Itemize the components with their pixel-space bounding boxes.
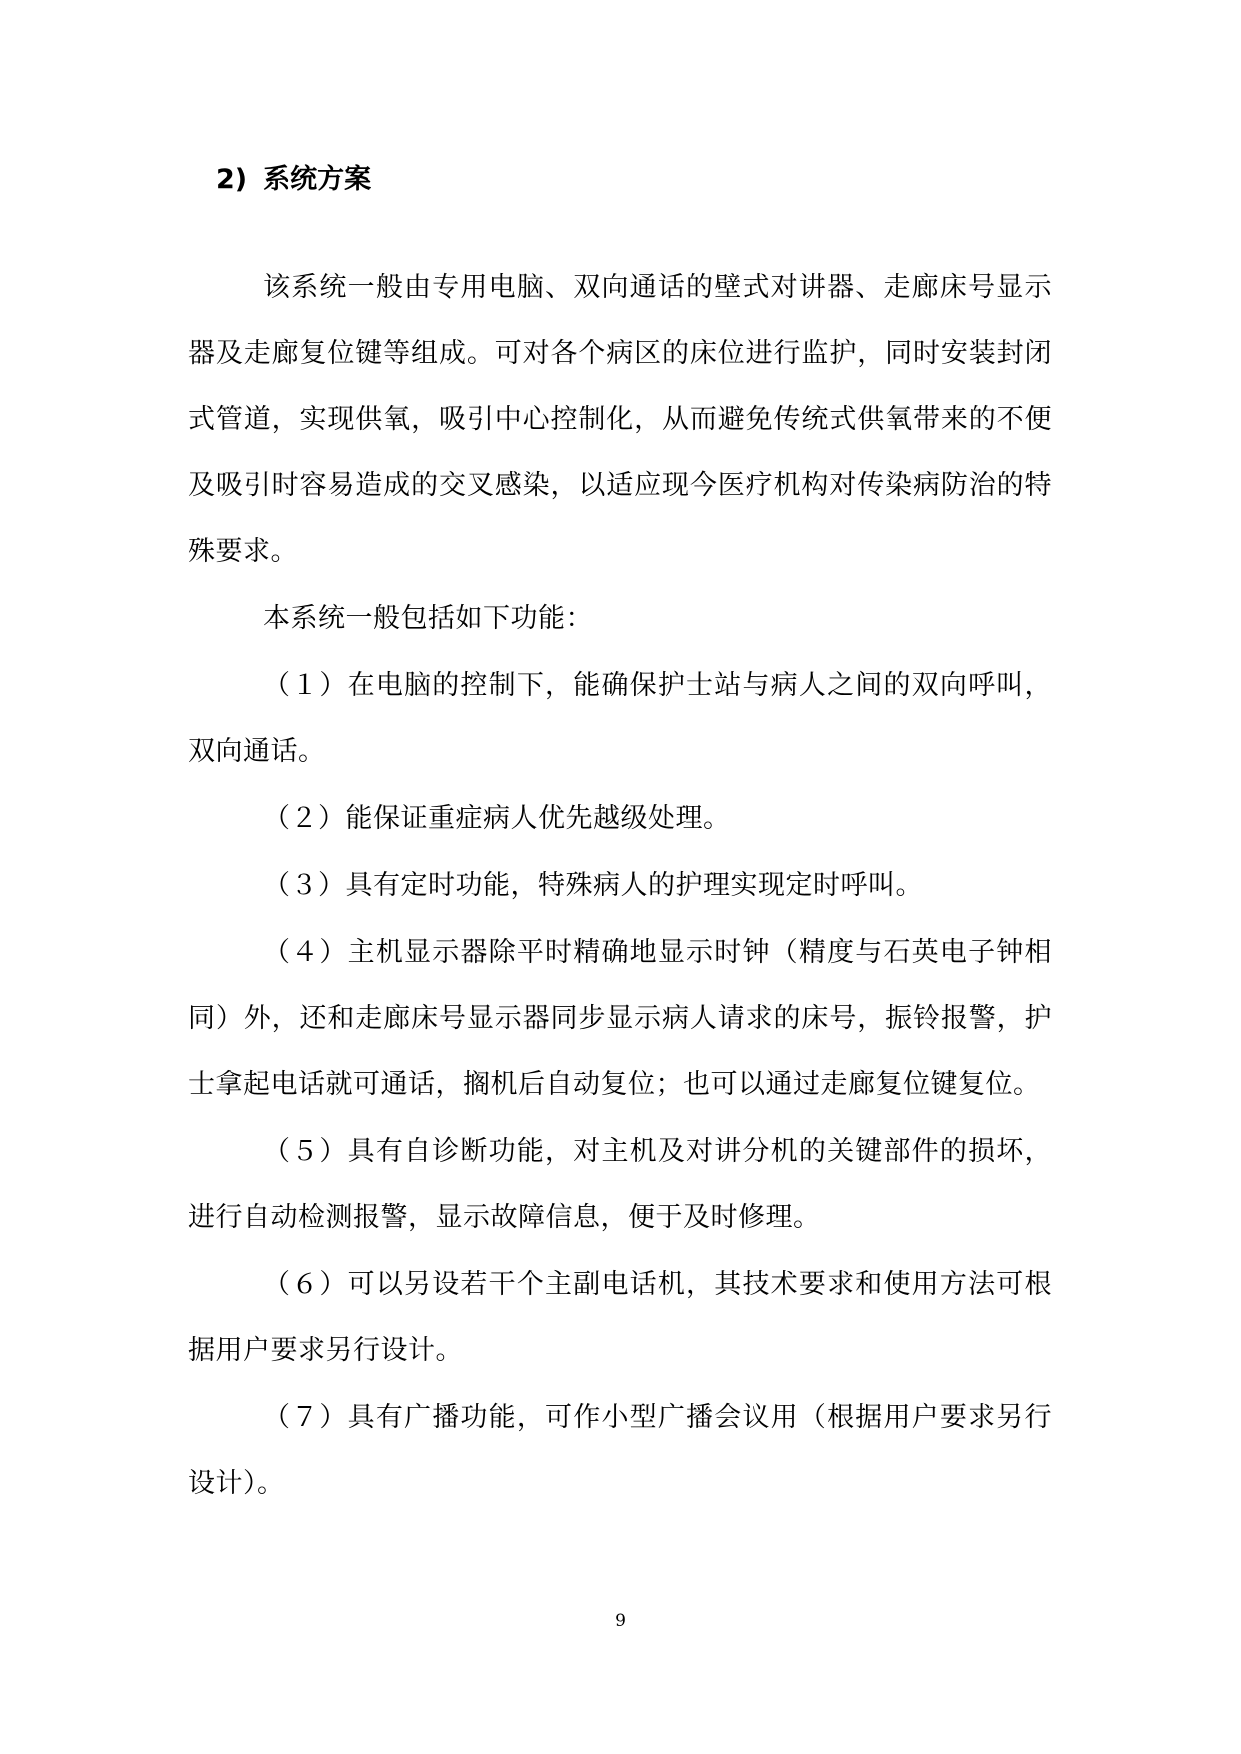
section-heading bbox=[216, 160, 371, 200]
list-item-3: （３）具有定时功能，特殊病人的护理实现定时呼叫。 bbox=[263, 870, 923, 901]
list-item-7: （７）具有广播功能，可作小型广播会议用（根据用户要求另行设计）。 bbox=[188, 1402, 1052, 1499]
list-item-5: （５）具有自诊断功能，对主机及对讲分机的关键部件的损坏，进行自动检测报警，显示故障信息，便于及时修理。 bbox=[188, 1136, 1052, 1233]
section-title: 系统方案 bbox=[263, 164, 372, 195]
list-item-6: （６）可以另设若干个主副电话机，其技术要求和使用方法可根据用户要求另行设计。 bbox=[188, 1269, 1052, 1366]
section-number: 2) bbox=[216, 164, 248, 195]
page-number: 9 bbox=[615, 1611, 626, 1631]
list-item-4: （４）主机显示器除平时精确地显示时钟（精度与石英电子钟相同）外，还和走廊床号显示器同步显示病人请求的床号，振铃报警，护士拿起电话就可通话，搁机后自动复位；也可以通过走廊复位键复位。 bbox=[188, 937, 1052, 1100]
list-item-1: （１）在电脑的控制下，能确保护士站与病人之间的双向呼叫，双向通话。 bbox=[188, 670, 1052, 767]
paragraph-intro: 该系统一般由专用电脑、双向通话的壁式对讲器、走廊床号显示器及走廊复位键等组成。可对各个病区的床位进行监护，同时安装封闭式管道，实现供氧，吸引中心控制化，从而避免传统式供氧带来的不便及吸引时容易造成的交叉感染，以适应现今医疗机构对传染病防治的特殊要求。 bbox=[188, 272, 1052, 567]
paragraph-functions-intro: 本系统一般包括如下功能： bbox=[263, 603, 593, 634]
body-text bbox=[188, 255, 1052, 1518]
list-item-2: （２）能保证重症病人优先越级处理。 bbox=[263, 803, 731, 834]
